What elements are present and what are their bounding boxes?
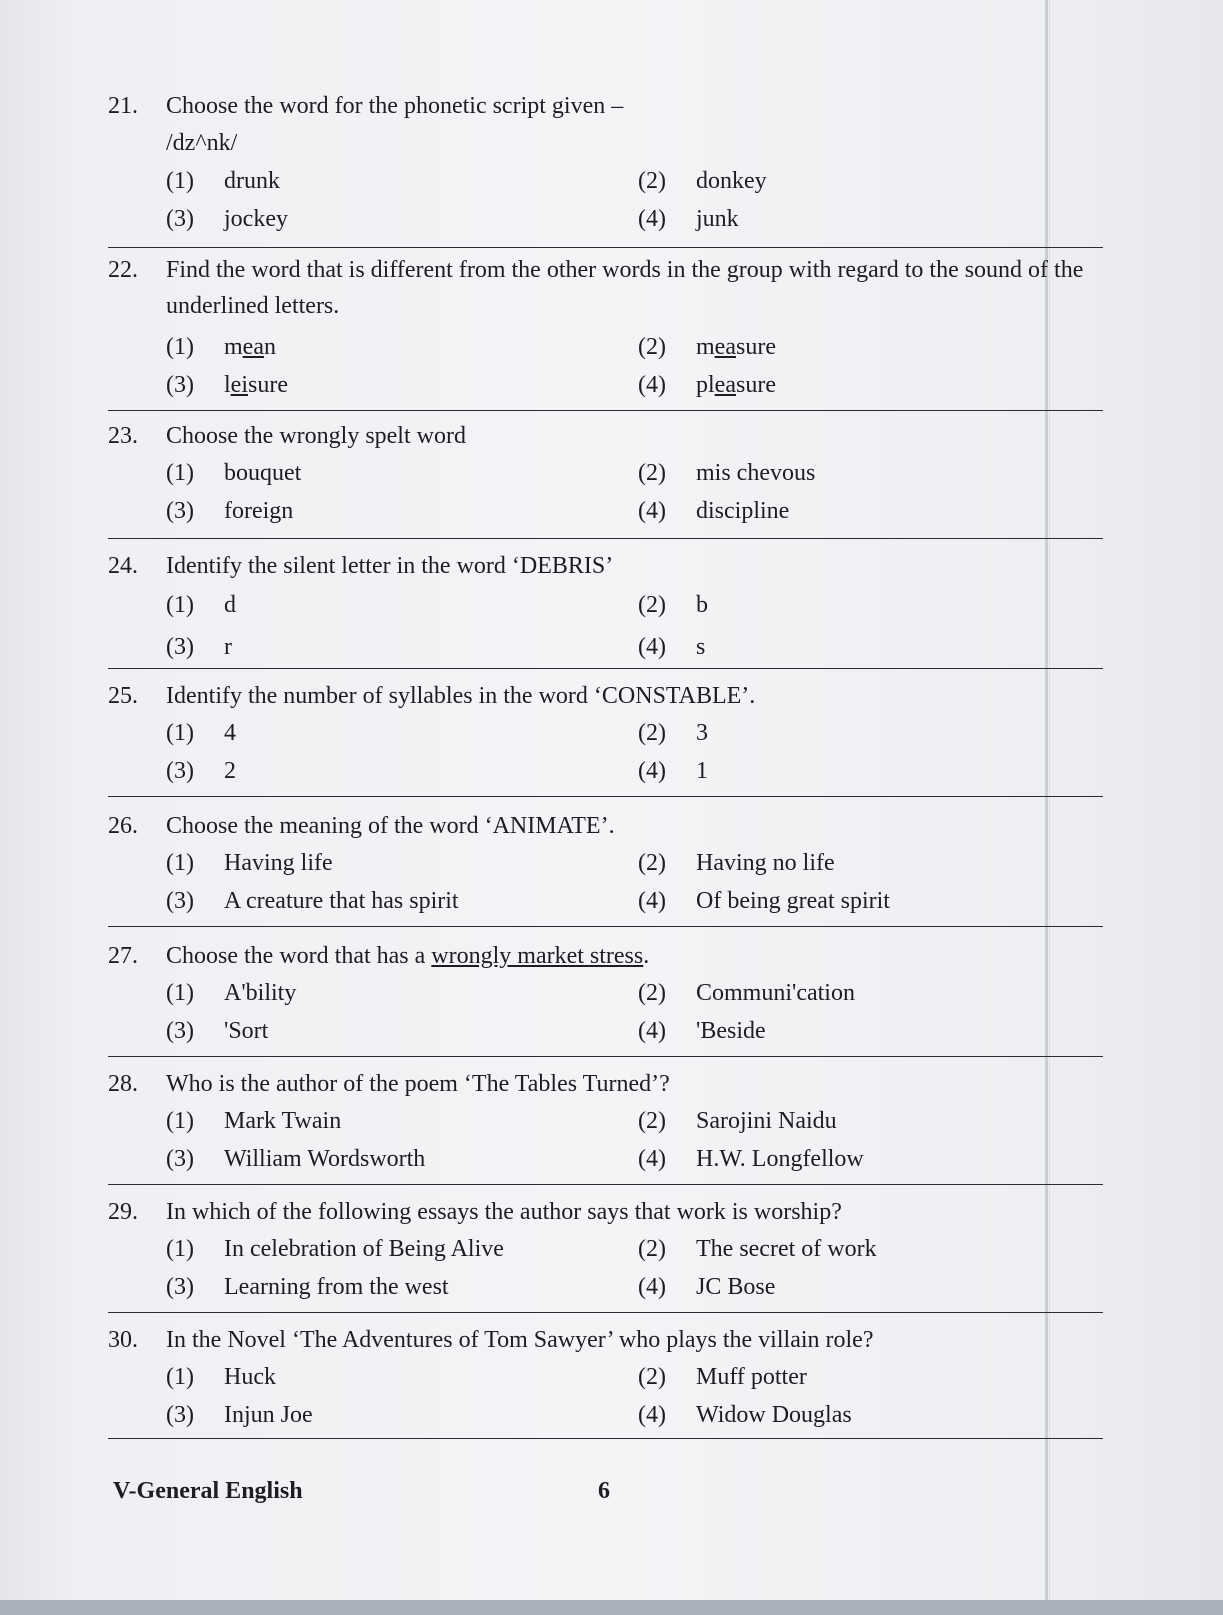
option-1: (1) A'bility bbox=[166, 980, 297, 1006]
options bbox=[108, 974, 1103, 1050]
question-text: Find the word that is different from the other words in the group with regard to the sound of the underlined letters. bbox=[166, 257, 1084, 319]
option-2: (2) Sarojini Naidu bbox=[638, 1108, 837, 1134]
option-1: (1) In celebration of Being Alive bbox=[166, 1236, 504, 1262]
option-2: (2) donkey bbox=[638, 168, 767, 194]
question-number: 24. bbox=[108, 553, 138, 579]
option-1: (1) bouquet bbox=[166, 460, 302, 486]
divider bbox=[108, 668, 1103, 669]
question-text: Choose the meaning of the word ‘ANIMATE’. bbox=[166, 813, 615, 839]
option-2: (2) Having no life bbox=[638, 850, 835, 876]
option-2: (2) mis chevous bbox=[638, 460, 816, 486]
question-text: Who is the author of the poem ‘The Tables Turned’? bbox=[166, 1071, 670, 1097]
question-23 bbox=[108, 418, 1103, 530]
question-text: Identify the number of syllables in the word ‘CONSTABLE’. bbox=[166, 683, 756, 709]
divider bbox=[108, 538, 1103, 539]
option-3: (3) r bbox=[166, 634, 232, 660]
question-27 bbox=[108, 938, 1103, 1050]
question-number: 29. bbox=[108, 1199, 138, 1225]
question-text: In which of the following essays the author says that work is worship? bbox=[166, 1199, 842, 1225]
options bbox=[108, 454, 1103, 530]
option-4: (4) H.W. Longfellow bbox=[638, 1146, 864, 1172]
option-2: (2) Muff potter bbox=[638, 1364, 807, 1390]
option-4: (4) JC Bose bbox=[638, 1274, 776, 1300]
option-2: (2) measure bbox=[638, 334, 776, 360]
option-2: (2) Communi'cation bbox=[638, 980, 855, 1006]
question-21 bbox=[108, 88, 1103, 238]
option-1: (1) Having life bbox=[166, 850, 333, 876]
divider bbox=[108, 1056, 1103, 1057]
question-28 bbox=[108, 1066, 1103, 1178]
options bbox=[108, 584, 1103, 668]
options bbox=[108, 714, 1103, 790]
scan-edge bbox=[0, 1600, 1223, 1615]
question-number: 27. bbox=[108, 943, 138, 969]
option-3: (3) leisure bbox=[166, 372, 288, 398]
question-24 bbox=[108, 548, 1103, 668]
question-30 bbox=[108, 1322, 1103, 1434]
question-text: In the Novel ‘The Adventures of Tom Sawyer’ who plays the villain role? bbox=[166, 1327, 874, 1353]
option-2: (2) b bbox=[638, 592, 708, 618]
option-4: (4) s bbox=[638, 634, 706, 660]
option-3: (3) 2 bbox=[166, 758, 236, 784]
options bbox=[108, 844, 1103, 920]
divider bbox=[108, 410, 1103, 411]
question-26 bbox=[108, 808, 1103, 920]
option-2: (2) The secret of work bbox=[638, 1236, 877, 1262]
question-text: Choose the wrongly spelt word bbox=[166, 423, 466, 449]
option-2: (2) 3 bbox=[638, 720, 708, 746]
phonetic-script: /dz^nk/ bbox=[166, 130, 238, 156]
question-number: 23. bbox=[108, 423, 138, 449]
option-3: (3) 'Sort bbox=[166, 1018, 269, 1044]
divider bbox=[108, 796, 1103, 797]
question-number: 26. bbox=[108, 813, 138, 839]
question-text: Choose the word that has a wrongly market stress. bbox=[166, 943, 650, 969]
underlined-phrase: wrongly market stress bbox=[431, 943, 644, 969]
option-4: (4) 'Beside bbox=[638, 1018, 766, 1044]
option-4: (4) 1 bbox=[638, 758, 708, 784]
option-4: (4) discipline bbox=[638, 498, 790, 524]
option-1: (1) mean bbox=[166, 334, 276, 360]
question-number: 22. bbox=[108, 257, 138, 283]
option-4: (4) Widow Douglas bbox=[638, 1402, 852, 1428]
option-3: (3) jockey bbox=[166, 206, 288, 232]
underlined-letters: ea bbox=[714, 372, 736, 398]
options bbox=[108, 328, 1103, 404]
options bbox=[108, 162, 1103, 238]
option-3: (3) foreign bbox=[166, 498, 294, 524]
option-3: (3) Injun Joe bbox=[166, 1402, 313, 1428]
option-1: (1) drunk bbox=[166, 168, 280, 194]
question-text: Identify the silent letter in the word ‘DEBRIS’ bbox=[166, 553, 614, 579]
option-1: (1) 4 bbox=[166, 720, 236, 746]
question-number: 30. bbox=[108, 1327, 138, 1353]
divider bbox=[108, 926, 1103, 927]
option-4: (4) pleasure bbox=[638, 372, 776, 398]
option-4: (4) junk bbox=[638, 206, 739, 232]
option-1: (1) d bbox=[166, 592, 236, 618]
divider bbox=[108, 247, 1103, 248]
option-3: (3) A creature that has spirit bbox=[166, 888, 459, 914]
question-text: Choose the word for the phonetic script given – bbox=[166, 93, 624, 119]
question-number: 25. bbox=[108, 683, 138, 709]
option-4: (4) Of being great spirit bbox=[638, 888, 890, 914]
option-1: (1) Huck bbox=[166, 1364, 276, 1390]
options bbox=[108, 1358, 1103, 1434]
question-22 bbox=[108, 252, 1103, 404]
divider bbox=[108, 1438, 1103, 1439]
option-1: (1) Mark Twain bbox=[166, 1108, 342, 1134]
option-3: (3) William Wordsworth bbox=[166, 1146, 426, 1172]
underlined-letters: ei bbox=[230, 372, 248, 398]
question-25 bbox=[108, 678, 1103, 790]
question-number: 28. bbox=[108, 1071, 138, 1097]
option-3: (3) Learning from the west bbox=[166, 1274, 449, 1300]
divider bbox=[108, 1312, 1103, 1313]
underlined-letters: ea bbox=[242, 334, 264, 360]
options bbox=[108, 1102, 1103, 1178]
divider bbox=[108, 1184, 1103, 1185]
options bbox=[108, 1230, 1103, 1306]
question-number: 21. bbox=[108, 93, 138, 119]
footer-subject: V-General English bbox=[113, 1478, 303, 1504]
page-number: 6 bbox=[598, 1478, 610, 1504]
underlined-letters: ea bbox=[714, 334, 736, 360]
question-29 bbox=[108, 1194, 1103, 1306]
